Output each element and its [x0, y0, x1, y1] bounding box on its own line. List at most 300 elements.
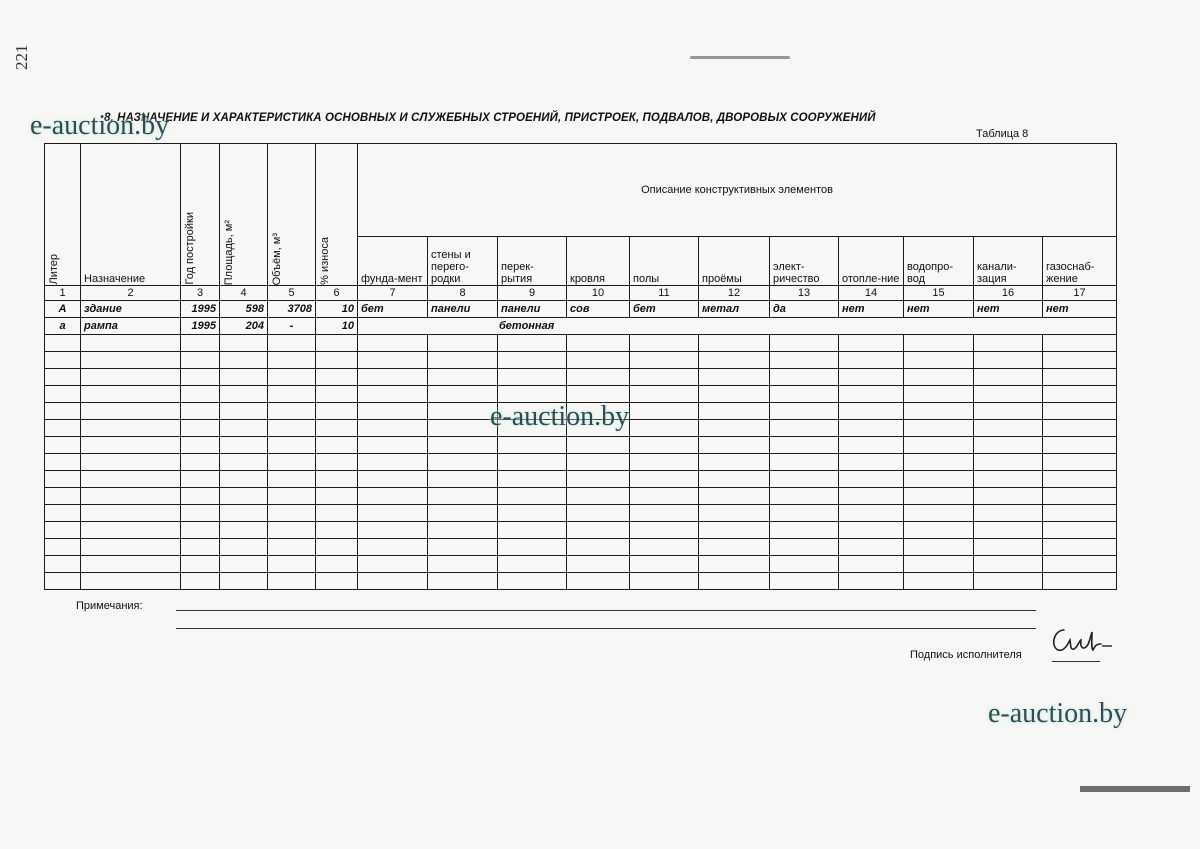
cell-area: 598 — [220, 301, 268, 318]
table-cell — [770, 386, 839, 403]
table-cell — [428, 437, 498, 454]
table-cell — [358, 437, 428, 454]
col-number: 3 — [181, 286, 220, 301]
table-cell — [498, 335, 567, 352]
table-cell — [974, 454, 1043, 471]
table-cell — [45, 573, 81, 590]
table-cell — [770, 556, 839, 573]
col-number: 5 — [268, 286, 316, 301]
table-cell — [839, 488, 904, 505]
table-cell — [699, 488, 770, 505]
col-number: 1 — [45, 286, 81, 301]
header-volume: Объём, м³ — [268, 144, 316, 286]
table-cell — [358, 352, 428, 369]
header-flooring: полы — [630, 237, 699, 286]
table-cell — [358, 505, 428, 522]
table-cell — [974, 539, 1043, 556]
table-row — [45, 318, 1117, 335]
table-cell — [839, 420, 904, 437]
table-cell — [839, 335, 904, 352]
structures-table — [44, 143, 1117, 590]
table-cell — [268, 403, 316, 420]
table-cell — [181, 335, 220, 352]
header-area: Площадь, м² — [220, 144, 268, 286]
table-cell — [567, 539, 630, 556]
table-cell — [428, 522, 498, 539]
table-cell — [81, 335, 181, 352]
table-cell — [268, 539, 316, 556]
cell-year: 1995 — [181, 318, 220, 335]
table-cell — [45, 437, 81, 454]
signature-line — [1052, 661, 1100, 662]
table-cell — [567, 369, 630, 386]
table-row — [45, 471, 1117, 488]
header-roof: кровля — [567, 237, 630, 286]
table-row — [45, 505, 1117, 522]
table-cell — [974, 386, 1043, 403]
table-cell — [81, 471, 181, 488]
table-cell — [498, 573, 567, 590]
table-cell — [81, 539, 181, 556]
table-cell — [699, 505, 770, 522]
table-cell — [904, 335, 974, 352]
col-number: 6 — [316, 286, 358, 301]
table-cell — [974, 437, 1043, 454]
table-cell — [268, 420, 316, 437]
table-cell — [268, 369, 316, 386]
table-cell — [699, 556, 770, 573]
table-cell — [904, 471, 974, 488]
table-cell — [699, 335, 770, 352]
table-cell — [770, 573, 839, 590]
table-cell — [268, 556, 316, 573]
table-cell — [220, 556, 268, 573]
table-cell — [839, 505, 904, 522]
table-cell — [1043, 420, 1117, 437]
cell-walls: панели — [428, 301, 498, 318]
table-cell — [81, 369, 181, 386]
table-cell — [630, 403, 699, 420]
table-cell — [181, 437, 220, 454]
cell-flooring: бет — [630, 301, 699, 318]
page-number: 221 — [12, 44, 31, 70]
table-cell — [181, 454, 220, 471]
table-cell — [630, 369, 699, 386]
col-number: 13 — [770, 286, 839, 301]
table-cell — [498, 369, 567, 386]
table-cell — [181, 386, 220, 403]
header-floors: перек-рытия — [498, 237, 567, 286]
table-cell — [839, 369, 904, 386]
table-cell — [1043, 403, 1117, 420]
table-row — [45, 454, 1117, 471]
table-cell — [699, 522, 770, 539]
table-cell — [630, 437, 699, 454]
table-cell — [974, 471, 1043, 488]
table-cell — [770, 539, 839, 556]
table-cell — [699, 573, 770, 590]
table-cell — [839, 471, 904, 488]
table-cell — [358, 488, 428, 505]
table-cell — [220, 522, 268, 539]
table-cell — [839, 522, 904, 539]
table-cell — [770, 454, 839, 471]
table-cell — [904, 403, 974, 420]
table-cell — [358, 539, 428, 556]
table-cell — [498, 386, 567, 403]
table-cell — [630, 471, 699, 488]
table-cell — [220, 437, 268, 454]
table-cell — [316, 352, 358, 369]
table-cell — [220, 386, 268, 403]
table-cell — [567, 488, 630, 505]
table-cell — [630, 505, 699, 522]
table-cell — [699, 352, 770, 369]
table-row — [45, 573, 1117, 590]
table-cell — [428, 386, 498, 403]
cell-year: 1995 — [181, 301, 220, 318]
table-cell — [1043, 573, 1117, 590]
table-cell — [220, 488, 268, 505]
table-cell — [904, 573, 974, 590]
table-cell — [181, 505, 220, 522]
table-cell — [567, 522, 630, 539]
table-cell — [181, 369, 220, 386]
table-cell — [428, 573, 498, 590]
table-cell — [699, 471, 770, 488]
table-cell — [770, 420, 839, 437]
table-cell — [699, 539, 770, 556]
table-cell — [567, 573, 630, 590]
table-cell — [770, 522, 839, 539]
table-cell — [81, 403, 181, 420]
cell-wear: 10 — [316, 318, 358, 335]
table-cell — [1043, 437, 1117, 454]
table-cell — [630, 352, 699, 369]
table-cell — [268, 522, 316, 539]
table-cell — [181, 471, 220, 488]
table-cell — [268, 437, 316, 454]
table-cell — [839, 403, 904, 420]
col-number: 15 — [904, 286, 974, 301]
table-cell — [630, 335, 699, 352]
table-cell — [1043, 335, 1117, 352]
table-cell — [699, 369, 770, 386]
cell-description: бетонная — [358, 318, 1117, 335]
table-cell — [45, 420, 81, 437]
table-cell — [1043, 539, 1117, 556]
table-cell — [770, 335, 839, 352]
table-cell — [428, 335, 498, 352]
table-cell — [428, 556, 498, 573]
table-cell — [268, 352, 316, 369]
table-cell — [630, 522, 699, 539]
table-cell — [358, 556, 428, 573]
table-cell — [974, 369, 1043, 386]
table-cell — [974, 573, 1043, 590]
table-cell — [770, 437, 839, 454]
table-cell — [498, 488, 567, 505]
table-cell — [974, 488, 1043, 505]
table-cell — [1043, 352, 1117, 369]
cell-openings: метал — [699, 301, 770, 318]
notes-label: Примечания: — [76, 600, 143, 612]
table-cell — [268, 386, 316, 403]
table-cell — [839, 539, 904, 556]
table-cell — [904, 488, 974, 505]
table-cell — [630, 386, 699, 403]
table-cell — [839, 386, 904, 403]
col-number: 16 — [974, 286, 1043, 301]
table-cell — [428, 539, 498, 556]
header-foundation: фунда-мент — [358, 237, 428, 286]
table-cell — [699, 386, 770, 403]
table-cell — [81, 352, 181, 369]
table-cell — [428, 471, 498, 488]
table-cell — [316, 386, 358, 403]
table-cell — [81, 454, 181, 471]
table-cell — [428, 352, 498, 369]
page-title: 8. НАЗНАЧЕНИЕ И ХАРАКТЕРИСТИКА ОСНОВНЫХ И СЛУЖЕБНЫХ СТРОЕНИЙ, ПРИСТРОЕК, ПОДВАЛОВ, ДВОРОВЫХ СООРУЖЕНИЙ — [104, 112, 876, 124]
table-cell — [220, 505, 268, 522]
table-cell — [770, 471, 839, 488]
table-cell — [974, 556, 1043, 573]
table-cell — [45, 403, 81, 420]
table-cell — [498, 454, 567, 471]
cell-water: нет — [904, 301, 974, 318]
table-cell — [268, 573, 316, 590]
table-cell — [45, 386, 81, 403]
table-cell — [45, 539, 81, 556]
cell-liter: А — [45, 301, 81, 318]
col-number: 12 — [699, 286, 770, 301]
table-cell — [1043, 556, 1117, 573]
table-cell — [498, 539, 567, 556]
table-cell — [904, 352, 974, 369]
table-cell — [45, 471, 81, 488]
cell-foundation: бет — [358, 301, 428, 318]
table-cell — [428, 420, 498, 437]
table-cell — [498, 556, 567, 573]
watermark: e-auction.by — [988, 698, 1128, 729]
table-cell — [630, 454, 699, 471]
cell-volume: 3708 — [268, 301, 316, 318]
table-cell — [567, 335, 630, 352]
table-cell — [358, 369, 428, 386]
table-cell — [567, 471, 630, 488]
table-cell — [358, 522, 428, 539]
table-cell — [316, 369, 358, 386]
table-cell — [428, 403, 498, 420]
cell-sewage: нет — [974, 301, 1043, 318]
cell-area: 204 — [220, 318, 268, 335]
table-cell — [770, 403, 839, 420]
cell-heating: нет — [839, 301, 904, 318]
table-cell — [904, 454, 974, 471]
table-cell — [181, 352, 220, 369]
table-cell — [699, 420, 770, 437]
header-description-group: Описание конструктивных элементов — [358, 144, 1117, 237]
table-cell — [904, 505, 974, 522]
table-cell — [428, 369, 498, 386]
table-number: Таблица 8 — [976, 128, 1029, 140]
table-row — [45, 352, 1117, 369]
table-cell — [268, 471, 316, 488]
table-cell — [316, 454, 358, 471]
table-cell — [974, 522, 1043, 539]
table-cell — [220, 420, 268, 437]
table-cell — [220, 573, 268, 590]
col-number: 17 — [1043, 286, 1117, 301]
header-electric: элект-ричество — [770, 237, 839, 286]
table-cell — [904, 386, 974, 403]
table-cell — [316, 471, 358, 488]
table-cell — [904, 539, 974, 556]
table-cell — [81, 386, 181, 403]
table-cell — [839, 437, 904, 454]
header-liter: Литер — [45, 144, 81, 286]
signature-label: Подпись исполнителя — [910, 649, 1022, 661]
table-cell — [904, 437, 974, 454]
table-row — [45, 556, 1117, 573]
table-cell — [316, 573, 358, 590]
notes-line — [176, 628, 1036, 629]
header-openings: проёмы — [699, 237, 770, 286]
table-cell — [974, 505, 1043, 522]
table-cell — [1043, 386, 1117, 403]
table-cell — [181, 488, 220, 505]
table-cell — [770, 488, 839, 505]
col-number: 9 — [498, 286, 567, 301]
watermark: e-auction.by — [490, 401, 630, 432]
table-cell — [81, 437, 181, 454]
table-cell — [1043, 505, 1117, 522]
table-cell — [316, 420, 358, 437]
table-cell — [316, 437, 358, 454]
table-cell — [630, 573, 699, 590]
table-cell — [567, 454, 630, 471]
watermark: e-auction.by — [30, 110, 170, 141]
header-heating: отопле-ние — [839, 237, 904, 286]
table-cell — [498, 522, 567, 539]
table-cell — [567, 505, 630, 522]
table-cell — [81, 420, 181, 437]
table-cell — [428, 505, 498, 522]
cell-purpose: рампа — [81, 318, 181, 335]
table-cell — [358, 386, 428, 403]
cell-volume: - — [268, 318, 316, 335]
table-cell — [220, 369, 268, 386]
table-cell — [567, 386, 630, 403]
table-cell — [268, 488, 316, 505]
table-cell — [316, 505, 358, 522]
table-row — [45, 522, 1117, 539]
signature-image — [1046, 616, 1116, 660]
header-wear: % износа — [316, 144, 358, 286]
table-row — [45, 488, 1117, 505]
header-gas: газоснаб-жение — [1043, 237, 1117, 286]
table-cell — [358, 335, 428, 352]
table-cell — [974, 403, 1043, 420]
header-year: Год постройки — [181, 144, 220, 286]
table-cell — [316, 539, 358, 556]
table-cell — [81, 573, 181, 590]
table-cell — [316, 335, 358, 352]
header-walls: стены и перего-родки — [428, 237, 498, 286]
cell-purpose: здание — [81, 301, 181, 318]
table-cell — [428, 454, 498, 471]
table-cell — [81, 505, 181, 522]
table-cell — [498, 505, 567, 522]
table-cell — [839, 352, 904, 369]
table-cell — [45, 556, 81, 573]
table-cell — [45, 505, 81, 522]
table-cell — [1043, 471, 1117, 488]
table-cell — [839, 454, 904, 471]
table-cell — [567, 352, 630, 369]
table-cell — [839, 573, 904, 590]
table-cell — [974, 352, 1043, 369]
table-cell — [220, 471, 268, 488]
table-cell — [904, 522, 974, 539]
table-cell — [181, 522, 220, 539]
cell-roof: сов — [567, 301, 630, 318]
table-cell — [770, 352, 839, 369]
table-cell — [1043, 369, 1117, 386]
table-cell — [45, 352, 81, 369]
col-number: 4 — [220, 286, 268, 301]
table-cell — [699, 403, 770, 420]
table-cell — [316, 488, 358, 505]
scan-artifact — [1080, 786, 1190, 792]
table-cell — [630, 488, 699, 505]
table-cell — [220, 335, 268, 352]
cell-liter: а — [45, 318, 81, 335]
table-cell — [699, 437, 770, 454]
table-cell — [45, 454, 81, 471]
table-row — [45, 301, 1117, 318]
table-cell — [498, 471, 567, 488]
table-cell — [358, 573, 428, 590]
col-number: 10 — [567, 286, 630, 301]
table-cell — [181, 556, 220, 573]
col-number: 14 — [839, 286, 904, 301]
table-cell — [1043, 488, 1117, 505]
table-cell — [181, 420, 220, 437]
cell-floors: панели — [498, 301, 567, 318]
table-row — [45, 437, 1117, 454]
table-cell — [770, 505, 839, 522]
table-cell — [181, 403, 220, 420]
table-cell — [220, 539, 268, 556]
table-cell — [904, 369, 974, 386]
table-cell — [839, 556, 904, 573]
table-row — [45, 539, 1117, 556]
table-cell — [81, 488, 181, 505]
table-cell — [904, 556, 974, 573]
table-cell — [630, 556, 699, 573]
header-water: водопро-вод — [904, 237, 974, 286]
header-sewage: канали-зация — [974, 237, 1043, 286]
table-cell — [358, 471, 428, 488]
table-cell — [316, 403, 358, 420]
table-cell — [358, 454, 428, 471]
table-cell — [358, 403, 428, 420]
cell-wear: 10 — [316, 301, 358, 318]
table-cell — [181, 539, 220, 556]
header-purpose: Назначение — [81, 144, 181, 286]
table-cell — [1043, 454, 1117, 471]
